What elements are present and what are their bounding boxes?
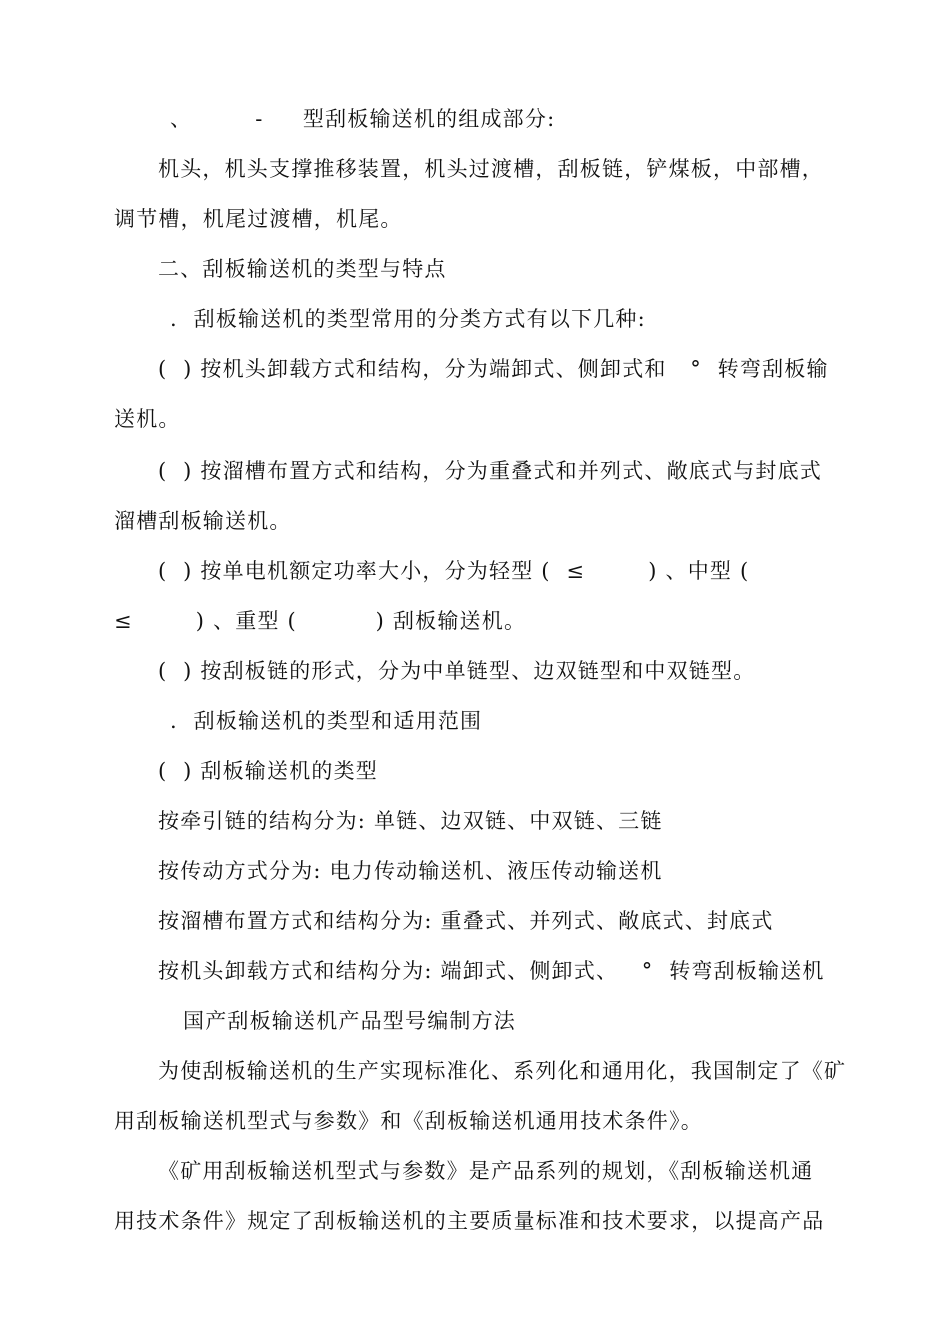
paragraph-components-line1: 机头，机头支撑推移装置，机头过渡槽，刮板链，铲煤板，中部槽， [158,157,824,181]
item-conveyor-types: ( ) 刮板输送机的类型 [158,759,379,783]
section-heading-types: 二、刮板输送机的类型与特点 [158,257,447,281]
type-by-transmission: 按传动方式分为: 电力传动输送机、液压传动输送机 [158,859,663,883]
item-trough-line1: ( ) 按溜槽布置方式和结构，分为重叠式和并列式、敞底式与封底式 [158,459,823,483]
item-unloading-line2: 送机。 [114,407,181,431]
paragraph-components-line2: 调节槽，机尾过渡槽，机尾。 [114,207,403,231]
item-trough-line2: 溜槽刮板输送机。 [114,509,292,533]
paragraph-specs-line2: 用技术条件》规定了刮板输送机的主要质量标准和技术要求，以提高产品 [114,1209,825,1233]
item-unloading-line1: ( ) 按机头卸载方式和结构，分为端卸式、侧卸式和 ° 转弯刮板输 [158,357,829,381]
item-power-line1: ( ) 按单电机额定功率大小，分为轻型 ( ≤ ) 、中型 ( [158,559,750,583]
paragraph-standards-line2: 用刮板输送机型式与参数》和《刮板输送机通用技术条件》。 [114,1109,703,1133]
paragraph-standards-line1: 为使刮板输送机的生产实现标准化、系列化和通用化，我国制定了《矿 [158,1059,847,1083]
item-chain: ( ) 按刮板链的形式，分为中单链型、边双链型和中双链型。 [158,659,756,683]
item-power-line2: ≤ ) 、重型 ( ) 刮板输送机。 [114,609,527,633]
type-by-trough: 按溜槽布置方式和结构分为: 重叠式、并列式、敞底式、封底式 [158,909,774,933]
type-by-unloading: 按机头卸载方式和结构分为: 端卸式、侧卸式、 ° 转弯刮板输送机 [158,959,825,983]
type-by-chain: 按牵引链的结构分为: 单链、边双链、中双链、三链 [158,809,663,833]
heading-composition: 、 - 型刮板输送机的组成部分: [170,107,556,131]
subheading-model-naming: 国产刮板输送机产品型号编制方法 [183,1009,516,1033]
subheading-classification: . 刮板输送机的类型常用的分类方式有以下几种: [170,307,646,331]
subheading-scope: . 刮板输送机的类型和适用范围 [170,709,483,733]
paragraph-specs-line1: 《矿用刮板输送机型式与参数》是产品系列的规划，《刮板输送机通 [158,1159,814,1183]
